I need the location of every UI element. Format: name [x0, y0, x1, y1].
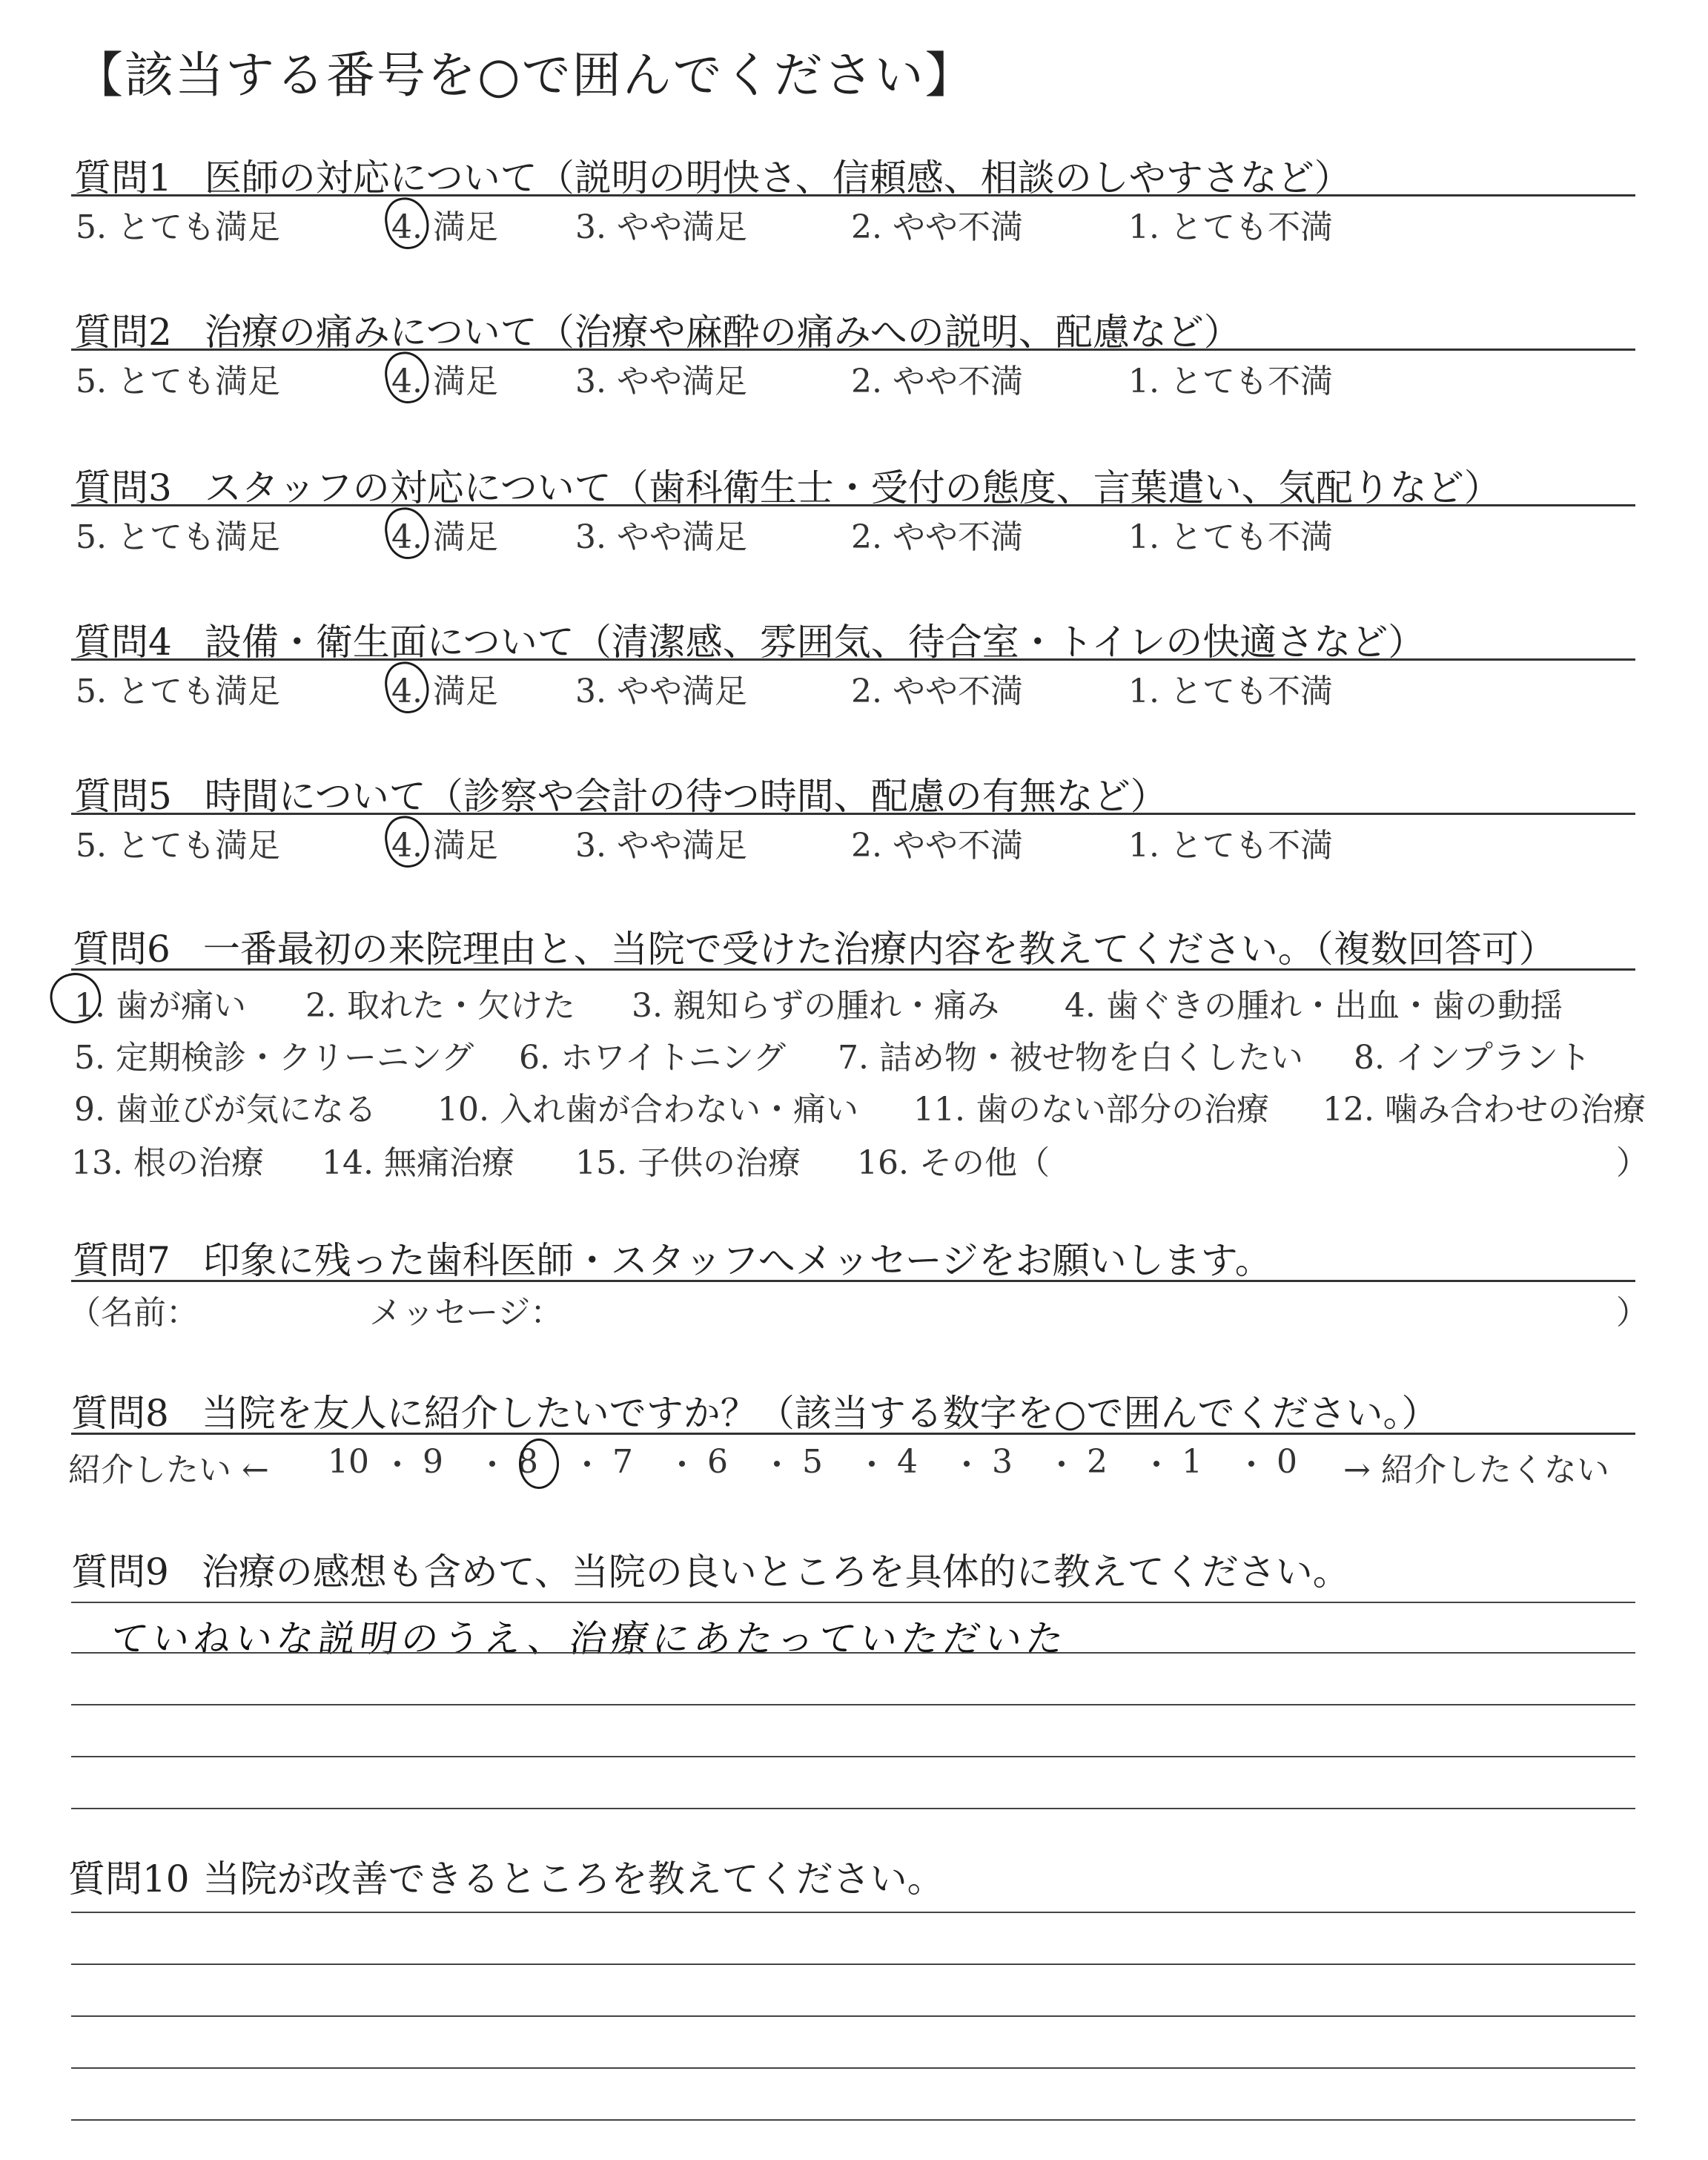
scale-value-10: 10	[328, 1443, 369, 1481]
question-7-label: 質問7	[73, 1239, 171, 1282]
question-4-rule	[71, 658, 1635, 661]
q6-option-5: 5. 定期検診・クリーニング	[74, 1039, 474, 1077]
q2-option-2: 2. やや不満	[851, 363, 1023, 400]
question-3-text: スタッフの対応について（歯科衛生士・受付の態度、言葉遣い、気配りなど）	[204, 466, 1501, 509]
q6-option-10: 10. 入れ歯が合わない・痛い	[437, 1091, 858, 1129]
q1-option-3: 3. やや満足	[575, 208, 747, 246]
q6-option-2: 2. 取れた・欠けた	[305, 987, 575, 1025]
q2-option-5: 5. とても満足	[76, 363, 280, 400]
question-2-text: 治療の痛みについて（治療や麻酔の痛みへの説明、配慮など）	[204, 311, 1241, 354]
question-5-rule	[71, 813, 1635, 815]
scale-value-2: 2	[1087, 1443, 1108, 1481]
q5-option-5: 5. とても満足	[76, 827, 280, 865]
question-1-rule	[71, 194, 1635, 196]
question-2-rule	[71, 349, 1635, 351]
q1-option-2: 2. やや不満	[851, 208, 1023, 246]
scale-separator	[1153, 1461, 1159, 1467]
question-8-label: 質問8	[71, 1392, 169, 1435]
q1-option-4: 4. 満足	[391, 208, 498, 246]
q6-option-15: 15. 子供の治療	[575, 1144, 801, 1182]
scale-separator	[964, 1461, 970, 1467]
q9-line-3	[71, 1704, 1635, 1705]
scale-value-9: 9	[423, 1443, 443, 1481]
q10-line-2	[71, 1964, 1635, 1965]
question-9-label: 質問9	[71, 1550, 169, 1593]
q9-line-2	[71, 1652, 1635, 1654]
scale-separator	[869, 1461, 875, 1467]
q3-option-1: 1. とても不満	[1128, 518, 1333, 556]
question-10-label: 質問10	[68, 1857, 190, 1900]
q6-option-7: 7. 詰め物・被せ物を白くしたい	[838, 1039, 1303, 1077]
q3-option-3: 3. やや満足	[575, 518, 747, 556]
q10-line-1	[71, 1912, 1635, 1913]
scale-value-4: 4	[897, 1443, 918, 1481]
q3-option-5: 5. とても満足	[76, 518, 280, 556]
question-1-text: 医師の対応について（説明の明快さ、信頼感、相談のしやすさなど）	[204, 156, 1351, 199]
scale-separator	[679, 1461, 685, 1467]
question-3-label: 質問3	[74, 466, 172, 509]
question-1-label: 質問1	[74, 156, 172, 199]
q10-line-4	[71, 2067, 1635, 2069]
question-4-text: 設備・衛生面について（清潔感、雰囲気、待合室・トイレの快適さなど）	[204, 621, 1426, 664]
question-2-label: 質問2	[74, 311, 172, 354]
q4-option-2: 2. やや不満	[851, 673, 1023, 710]
question-7-rule	[71, 1280, 1635, 1282]
scale-value-6: 6	[707, 1443, 728, 1481]
q4-option-3: 3. やや満足	[575, 673, 747, 710]
q9-line-1	[71, 1602, 1635, 1603]
scale-separator	[394, 1461, 400, 1467]
question-5-label: 質問5	[74, 775, 172, 818]
recommend-right-label: → 紹介したくない	[1343, 1451, 1609, 1489]
scale-separator	[1059, 1461, 1065, 1467]
q5-option-3: 3. やや満足	[575, 827, 747, 865]
q5-option-2: 2. やや不満	[851, 827, 1023, 865]
q2-option-3: 3. やや満足	[575, 363, 747, 400]
question-8-rule	[71, 1433, 1635, 1435]
q9-line-5	[71, 1808, 1635, 1809]
scale-value-0: 0	[1277, 1443, 1297, 1481]
q6-option-12: 12. 噛み合わせの治療	[1323, 1091, 1646, 1129]
q6-option-16: 16. その他（	[857, 1144, 1050, 1182]
question-3-rule	[71, 504, 1635, 506]
scale-value-7: 7	[612, 1443, 633, 1481]
q3-option-2: 2. やや不満	[851, 518, 1023, 556]
question-7-text: 印象に残った歯科医師・スタッフへメッセージをお願いします。	[202, 1239, 1272, 1282]
q6-option-3: 3. 親知らずの腫れ・痛み	[632, 987, 999, 1025]
scale-separator	[1248, 1461, 1254, 1467]
q1-option-1: 1. とても不満	[1128, 208, 1333, 246]
question-9-text: 治療の感想も含めて、当院の良いところを具体的に教えてください。	[201, 1550, 1350, 1593]
question-4-label: 質問4	[74, 621, 172, 664]
q2-option-4: 4. 満足	[391, 363, 498, 400]
name-field-label: （名前：	[68, 1294, 199, 1332]
question-6-label: 質問6	[73, 928, 171, 971]
q6-option-14: 14. 無痛治療	[322, 1144, 514, 1182]
q4-option-4: 4. 満足	[391, 673, 498, 710]
question-5-text: 時間について（診察や会計の待つ時間、配慮の有無など）	[204, 775, 1168, 818]
scale-value-8: 8	[517, 1443, 538, 1481]
scale-value-3: 3	[992, 1443, 1013, 1481]
page-title: 【該当する番号を○で囲んでください】	[74, 47, 976, 104]
q8-selection-circle	[519, 1439, 559, 1489]
question-8-text: 当院を友人に紹介したいですか？（該当する数字を○で囲んでください。）	[201, 1392, 1439, 1435]
scale-value-5: 5	[802, 1443, 823, 1481]
q10-line-3	[71, 2015, 1635, 2017]
q5-option-1: 1. とても不満	[1128, 827, 1333, 865]
message-field-label: メッセージ：	[369, 1294, 563, 1332]
q9-handwritten-answer: ていねいな説明のうえ、治療にあたっていただいた	[107, 1617, 1071, 1660]
q4-option-1: 1. とても不満	[1128, 673, 1333, 710]
scale-separator	[584, 1461, 590, 1467]
q4-option-5: 5. とても満足	[76, 673, 280, 710]
q6-option-4: 4. 歯ぐきの腫れ・出血・歯の動揺	[1065, 987, 1563, 1025]
scale-separator	[489, 1461, 495, 1467]
q2-option-1: 1. とても不満	[1128, 363, 1333, 400]
q10-line-5	[71, 2119, 1635, 2121]
question-6-text: 一番最初の来院理由と、当院で受けた治療内容を教えてください。（複数回答可）	[202, 928, 1556, 971]
scale-value-1: 1	[1182, 1443, 1202, 1481]
scale-separator	[774, 1461, 780, 1467]
q5-option-4: 4. 満足	[391, 827, 498, 865]
q3-option-4: 4. 満足	[391, 518, 498, 556]
q6-option-11: 11. 歯のない部分の治療	[913, 1091, 1269, 1129]
q6-option-6: 6. ホワイトニング	[519, 1039, 787, 1077]
q6-close-paren: ）	[1616, 1144, 1649, 1182]
q7-close-paren: ）	[1616, 1294, 1649, 1332]
q6-option-13: 13. 根の治療	[71, 1144, 264, 1182]
q6-option-8: 8. インプラント	[1354, 1039, 1591, 1077]
recommend-left-label: 紹介したい ←	[68, 1451, 269, 1489]
question-10-text: 当院が改善できるところを教えてください。	[202, 1857, 944, 1900]
q6-option-9: 9. 歯並びが気になる	[74, 1091, 377, 1129]
q9-line-4	[71, 1756, 1635, 1757]
question-6-rule	[71, 968, 1635, 971]
q1-option-5: 5. とても満足	[76, 208, 280, 246]
q6-option-1: 1. 歯が痛い	[74, 987, 246, 1025]
